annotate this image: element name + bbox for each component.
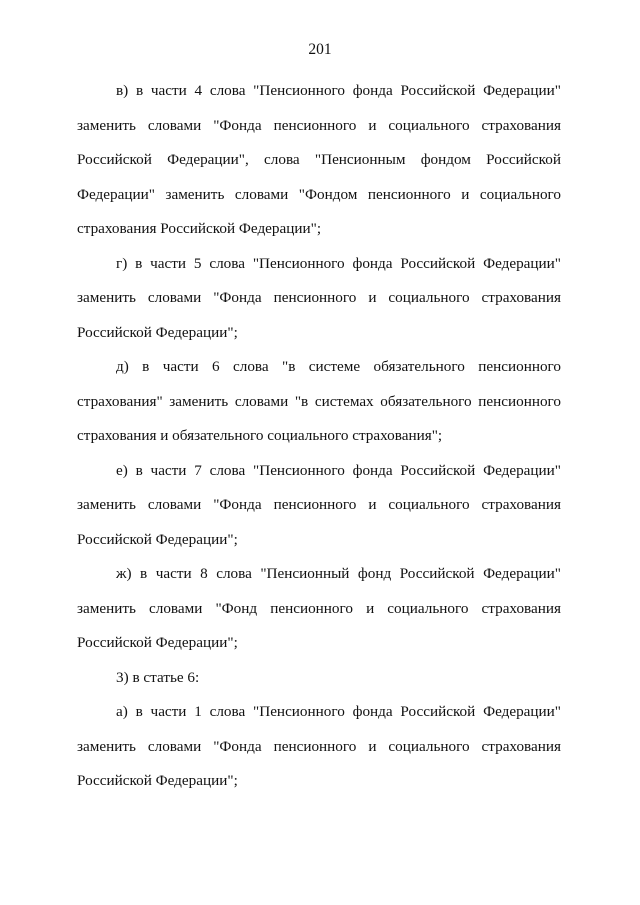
paragraph-zh-part-8: ж) в части 8 слова "Пенсионный фонд Российской Федерации" заменить словами "Фонд пенсионного и социального страхования Российской Федерации"; xyxy=(77,565,561,651)
paragraph-a-part-1: а) в части 1 слова "Пенсионного фонда Российской Федерации" заменить словами "Фонда пенсионного и социального страхования Российской Федерации"; xyxy=(77,703,561,789)
paragraph-v-part-4: в) в части 4 слова "Пенсионного фонда Российской Федерации" заменить словами "Фонда пенсионного и социального страхования Российской Федерации", слова "Пенсионным фондом Российской Федерации" заменить словами "Фондом пенсионного и социального страхования Российской Федерации"; xyxy=(77,82,561,237)
page-number: 201 xyxy=(308,41,332,58)
paragraph-item-3-article-6: 3) в статье 6: xyxy=(116,668,200,686)
paragraph-g-part-5: г) в части 5 слова "Пенсионного фонда Российской Федерации" заменить словами "Фонда пенсионного и социального страхования Российской Федерации"; xyxy=(77,254,561,341)
document-body xyxy=(77,74,561,799)
paragraph-d-part-6: д) в части 6 слова "в системе обязательного пенсионного страхования" заменить словами "в системах обязательного пенсионного страхования и обязательного социального страхования"; xyxy=(77,358,561,444)
paragraph-e-part-7: е) в части 7 слова "Пенсионного фонда Российской Федерации" заменить словами "Фонда пенсионного и социального страхования Российской Федерации"; xyxy=(77,461,561,548)
